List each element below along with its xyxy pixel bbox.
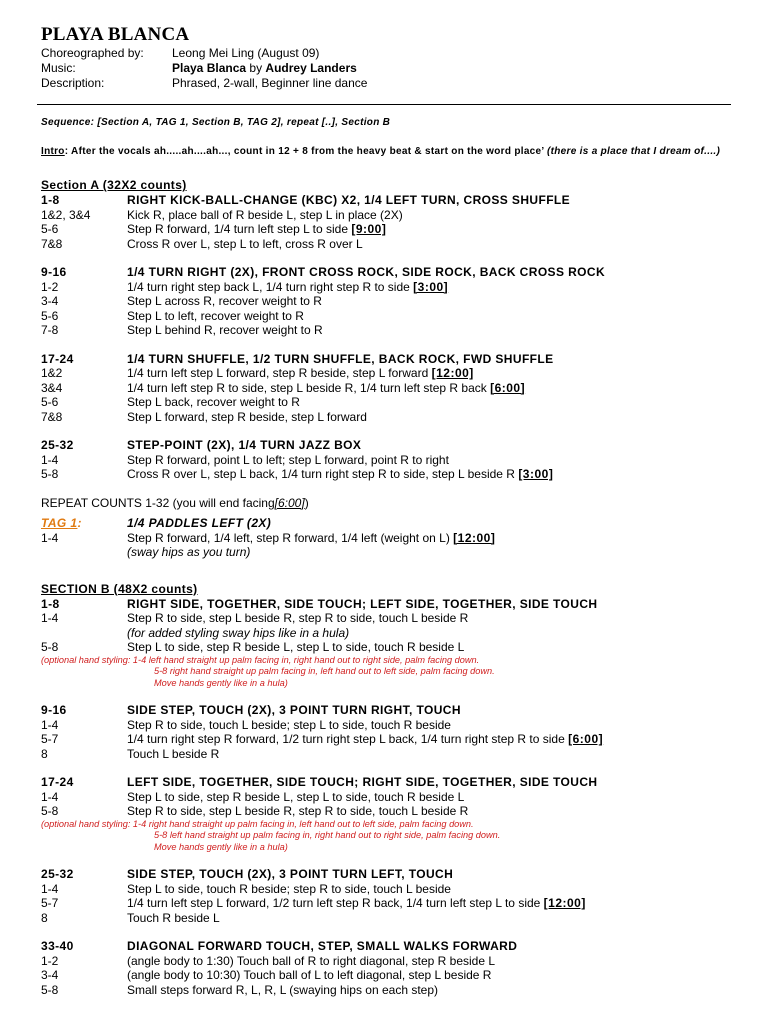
step-row: 5-8 Step L to side, step R beside L, step L to side, touch R beside L xyxy=(41,640,465,654)
step-row: 5-7 1/4 turn right step R forward, 1/2 turn right step L back, 1/4 turn right step R to side [6:00] xyxy=(41,732,604,746)
tag1-header: TAG 1: 1/4 PADDLES LEFT (2X) xyxy=(41,516,272,530)
step-row: 5-6 Step R forward, 1/4 turn left step L to side [9:00] xyxy=(41,222,387,236)
wall-marker: [12:00] xyxy=(453,530,496,545)
step-row: 5-8 Step R to side, step L beside R, step R to side, touch L beside R xyxy=(41,804,469,818)
step-row: 3-4 (angle body to 10:30) Touch ball of L to left diagonal, step L beside R xyxy=(41,968,492,982)
choreographer-label: Choreographed by: xyxy=(41,46,144,60)
block-header: 9-16 SIDE STEP, TOUCH (2X), 3 POINT TURN RIGHT, TOUCH xyxy=(41,703,461,717)
step-row: 1-4 Step R to side, touch L beside; step L to side, touch R beside xyxy=(41,717,451,732)
hand-styling-note: (optional hand styling: 1-4 right hand straight up palm facing in, left hand out to left side, palm facing down. xyxy=(41,818,474,829)
step-row: 1-2 (angle body to 1:30) Touch ball of R to right diagonal, step R beside L xyxy=(41,953,496,968)
wall-marker: [9:00] xyxy=(351,222,387,236)
wall-marker: [3:00] xyxy=(518,467,554,481)
intro-text: : After the vocals ah.....ah....ah..., count in 12 + 8 from the heavy beat & start on the word place’ xyxy=(64,146,548,157)
section-b-heading: SECTION B (48X2 counts) xyxy=(41,581,198,596)
step-row: 3&4 1/4 turn left step R to side, step L beside R, 1/4 turn left step R back [6:00] xyxy=(41,380,526,395)
step-row: 5-6 Step L back, recover weight to R xyxy=(41,395,300,409)
step-row: 1-4 Step L to side, touch R beside; step R to side, touch L beside xyxy=(41,881,451,896)
wall-marker: [3:00] xyxy=(413,279,449,294)
block-header: 25-32 STEP-POINT (2X), 1/4 TURN JAZZ BOX xyxy=(41,438,362,452)
styling-note: (for added styling sway hips like in a hula) xyxy=(127,625,350,640)
section-a-heading: Section A (32X2 counts) xyxy=(41,178,187,192)
step-row: 1-4 Step R forward, point L to left; step L forward, point R to right xyxy=(41,452,449,467)
tag1-label: TAG 1 xyxy=(41,516,78,530)
step-row: 1&2 1/4 turn left step L forward, step R beside, step L forward [12:00] xyxy=(41,366,474,380)
description-label: Description: xyxy=(41,76,105,90)
music-row xyxy=(41,61,367,76)
step-row: 1-4 Step R forward, 1/4 left, step R forward, 1/4 left (weight on L) [12:00] xyxy=(41,530,496,545)
artist-name: Audrey Landers xyxy=(265,61,357,75)
step-row: 7-8 Step L behind R, recover weight to R xyxy=(41,323,323,337)
wall-marker: [12:00] xyxy=(431,366,474,380)
step-row: 3-4 Step L across R, recover weight to R xyxy=(41,294,322,308)
hand-styling-note: Move hands gently like in a hula) xyxy=(154,677,288,688)
intro-italic: (there is a place that I dream of....) xyxy=(547,146,721,157)
step-row: 5-7 1/4 turn left step L forward, 1/2 turn left step R back, 1/4 turn left step L to side [12:00] xyxy=(41,896,586,910)
intro-label: Intro xyxy=(41,146,65,157)
step-row: 7&8 Step L forward, step R beside, step L forward xyxy=(41,409,367,424)
choreographer-value: Leong Mei Ling (August 09) xyxy=(172,46,320,60)
block-header: 1-8 RIGHT SIDE, TOGETHER, SIDE TOUCH; LEFT SIDE, TOGETHER, SIDE TOUCH xyxy=(41,596,598,611)
hand-styling-note: 5-8 right hand straight up palm facing in, left hand out to left side, palm facing down. xyxy=(154,666,495,676)
step-row: 5-8 Cross R over L, step L back, 1/4 turn right step R to side, step L beside R [3:00] xyxy=(41,467,554,481)
wall-marker: [6:00] xyxy=(490,380,526,395)
step-row: 5-6 Step L to left, recover weight to R xyxy=(41,308,304,323)
block-header: 1-8 RIGHT KICK-BALL-CHANGE (KBC) X2, 1/4 LEFT TURN, CROSS SHUFFLE xyxy=(41,193,571,207)
step-row: 8 Touch R beside L xyxy=(41,910,220,925)
music-value xyxy=(172,61,357,76)
step-sheet xyxy=(41,178,751,997)
song-title: Playa Blanca xyxy=(172,61,247,75)
by-word: by xyxy=(249,61,263,75)
credits-block xyxy=(41,46,367,91)
description-row xyxy=(41,76,367,91)
hand-styling-note: (optional hand styling: 1-4 left hand straight up palm facing in, right hand out to right side, palm facing down. xyxy=(41,654,480,665)
step-row: 1&2, 3&4 Kick R, place ball of R beside L, step L in place (2X) xyxy=(41,207,403,222)
music-label: Music: xyxy=(41,61,76,75)
step-row: 1-4 Step R to side, step L beside R, step R to side, touch L beside R xyxy=(41,611,469,625)
dance-title: PLAYA BLANCA xyxy=(41,24,190,45)
step-row: 5-8 Small steps forward R, L, R, L (swaying hips on each step) xyxy=(41,982,439,997)
choreographer-row xyxy=(41,46,367,61)
step-row: 1-4 Step L to side, step R beside L, step L to side, touch R beside L xyxy=(41,789,465,804)
wall-marker: [12:00] xyxy=(543,896,586,910)
block-header: 17-24 1/4 TURN SHUFFLE, 1/2 TURN SHUFFLE, BACK ROCK, FWD SHUFFLE xyxy=(41,351,554,366)
header-divider xyxy=(37,104,731,105)
block-header: 17-24 LEFT SIDE, TOGETHER, SIDE TOUCH; RIGHT SIDE, TOGETHER, SIDE TOUCH xyxy=(41,775,598,789)
step-row: 7&8 Cross R over L, step L to left, cross R over L xyxy=(41,236,363,251)
block-header: 33-40 DIAGONAL FORWARD TOUCH, STEP, SMALL WALKS FORWARD xyxy=(41,939,518,953)
repeat-line: REPEAT COUNTS 1-32 (you will end facing [6:00] ) xyxy=(41,495,309,510)
tag1-note: (sway hips as you turn) xyxy=(127,545,251,559)
step-row: 1-2 1/4 turn right step back L, 1/4 turn right step R to side [3:00] xyxy=(41,279,449,294)
block-header: 9-16 1/4 TURN RIGHT (2X), FRONT CROSS ROCK, SIDE ROCK, BACK CROSS ROCK xyxy=(41,265,606,279)
hand-styling-note: 5-8 left hand straight up palm facing in, right hand out to right side, palm facing down. xyxy=(154,830,501,840)
wall-marker: [6:00] xyxy=(568,732,604,746)
intro-paragraph xyxy=(41,145,749,158)
hand-styling-note: Move hands gently like in a hula) xyxy=(154,841,288,852)
description-value: Phrased, 2-wall, Beginner line dance xyxy=(172,76,368,90)
sequence-line: Sequence: [Section A, TAG 1, Section B, TAG 2], repeat [..], Section B xyxy=(41,117,391,128)
step-row: 8 Touch L beside R xyxy=(41,746,220,761)
repeat-wall: [6:00] xyxy=(274,495,305,510)
block-header: 25-32 SIDE STEP, TOUCH (2X), 3 POINT TURN LEFT, TOUCH xyxy=(41,867,454,881)
